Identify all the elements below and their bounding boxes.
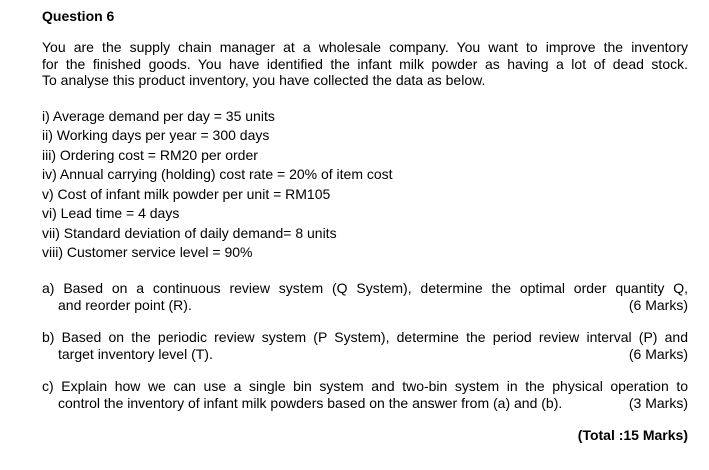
data-item: iii) Ordering cost = RM20 per order: [42, 146, 258, 163]
part-marks: (6 Marks): [628, 296, 688, 313]
part-second-line: [42, 395, 688, 412]
data-item: iv) Annual carrying (holding) cost rate = 20% of item cost: [42, 166, 393, 182]
part-label: b): [42, 328, 55, 345]
data-item: v) Cost of infant milk powder per unit = RM105: [42, 185, 331, 202]
part-text: Based on the periodic review system (P System), determine the period review interval (P) and: [61, 328, 688, 345]
part-label: c): [42, 377, 54, 394]
intro-paragraph: [42, 39, 688, 89]
part-text: Explain how we can use a single bin system and two-bin system in the physical operation to: [61, 377, 688, 394]
data-item: i) Average demand per day = 35 units: [42, 107, 275, 124]
part-first-line: [42, 329, 688, 346]
intro-line: You are the supply chain manager at a wholesale company. You want to improve the inventory: [42, 39, 688, 55]
intro-line: To analyse this product inventory, you have collected the data as below.: [42, 72, 486, 88]
question-part-b: [42, 329, 688, 363]
page-title: Question 6: [42, 8, 115, 24]
data-item: viii) Customer service level = 90%: [42, 244, 253, 260]
part-label: a): [42, 279, 55, 296]
question-part-a: [42, 280, 688, 314]
data-item: ii) Working days per year = 300 days: [42, 127, 270, 143]
total-marks: (Total :15 Marks): [577, 426, 688, 443]
part-text-continued: target inventory level (T).: [58, 345, 213, 362]
part-marks: (3 Marks): [628, 394, 688, 411]
part-second-line: [42, 297, 688, 314]
part-text-continued: and reorder point (R).: [58, 296, 192, 313]
data-item: vi) Lead time = 4 days: [42, 205, 180, 221]
part-text-continued: control the inventory of infant milk powders based on the answer from (a) and (b).: [58, 394, 563, 411]
intro-line: for the finished goods. You have identified the infant milk powder as having a lot of dead stock.: [42, 55, 688, 72]
part-first-line: [42, 378, 688, 395]
data-list: [42, 107, 688, 263]
part-marks: (6 Marks): [628, 345, 688, 362]
question-part-c: [42, 378, 688, 412]
part-text: Based on a continuous review system (Q System), determine the optimal order quantity Q,: [63, 279, 688, 296]
part-first-line: [42, 280, 688, 297]
part-second-line: [42, 346, 688, 363]
data-item: vii) Standard deviation of daily demand= 8 units: [42, 224, 337, 241]
